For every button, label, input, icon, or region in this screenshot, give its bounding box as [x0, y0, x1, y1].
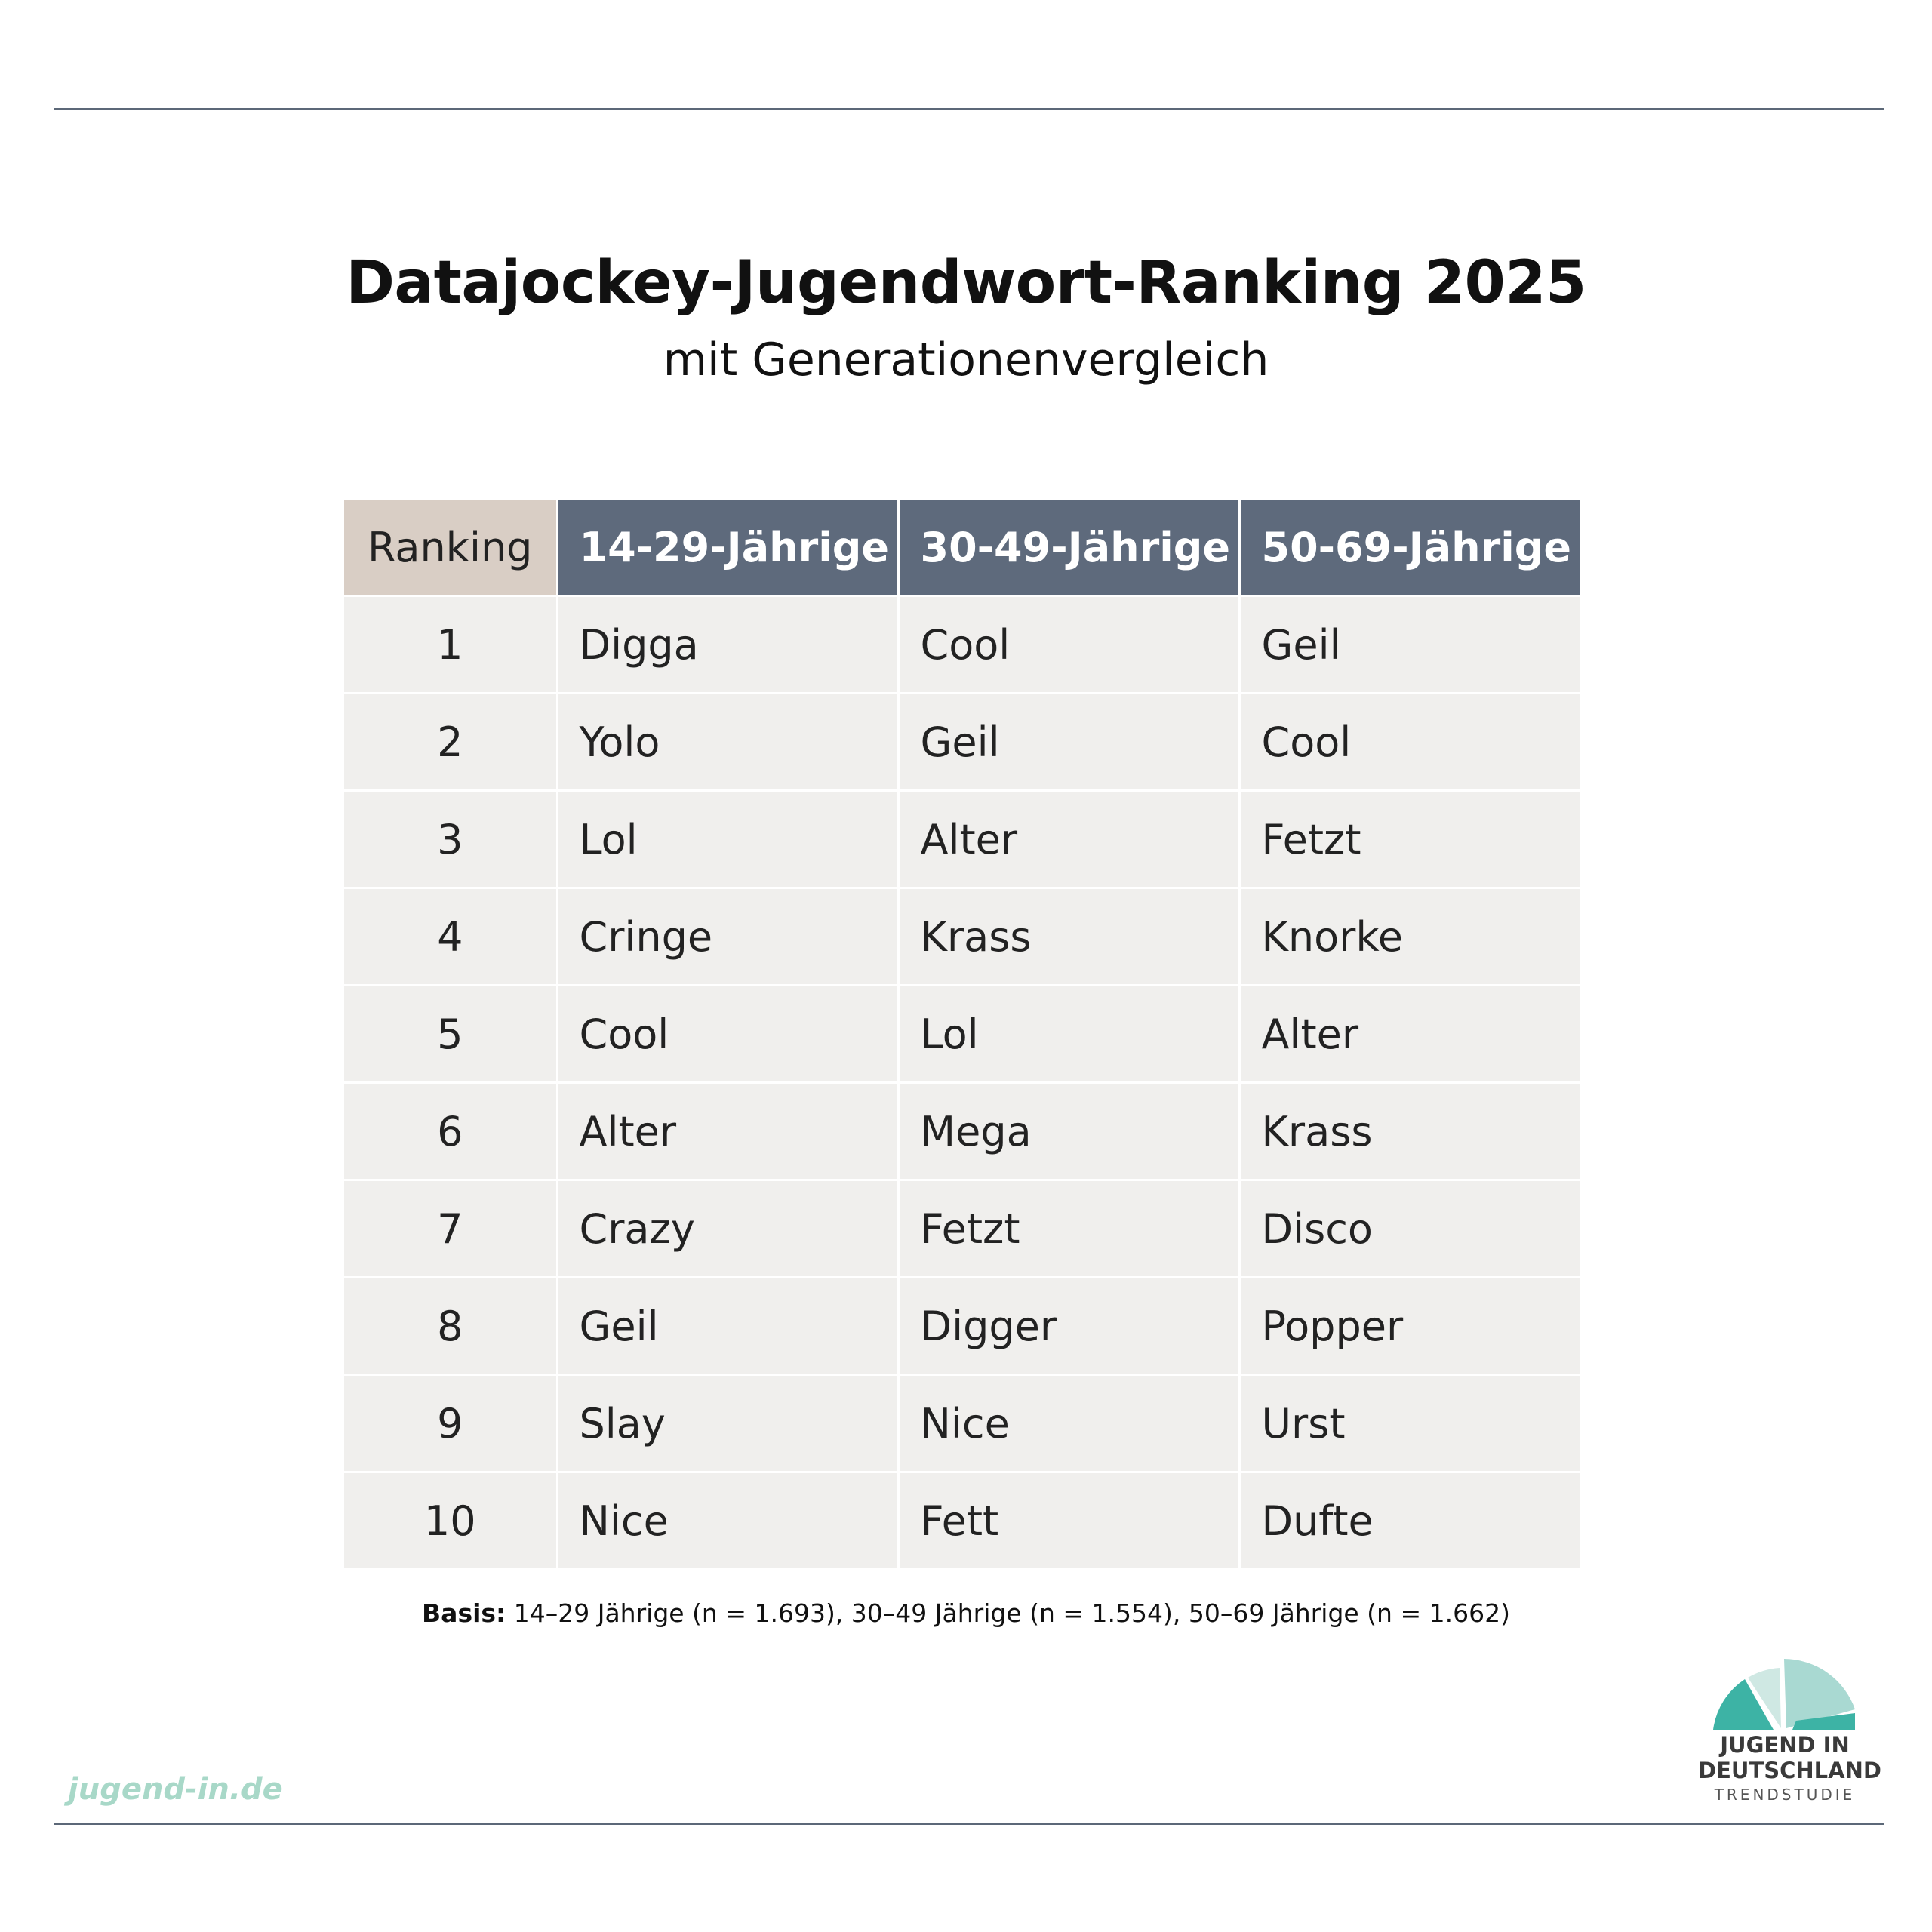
- bottom-rule: [54, 1823, 1884, 1825]
- rank-cell: 9: [344, 1375, 557, 1472]
- column-header-ranking: Ranking: [344, 500, 557, 596]
- word-cell: Cool: [898, 596, 1239, 694]
- logo-fan-icon: [1698, 1645, 1872, 1733]
- page-title: Datajockey-Jugendwort-Ranking 2025: [346, 249, 1586, 317]
- rank-cell: 3: [344, 791, 557, 888]
- word-cell: Nice: [898, 1375, 1239, 1472]
- word-cell: Geil: [898, 694, 1239, 791]
- footnote: [0, 1598, 1932, 1628]
- top-rule: [54, 108, 1884, 110]
- brand-logo: [1698, 1645, 1881, 1811]
- table-row: [344, 1375, 1580, 1472]
- word-cell: Digger: [898, 1278, 1239, 1375]
- word-cell: Alter: [898, 791, 1239, 888]
- word-cell: Lol: [557, 791, 898, 888]
- word-cell: Fetzt: [1239, 791, 1580, 888]
- word-cell: Cool: [1239, 694, 1580, 791]
- rank-cell: 4: [344, 888, 557, 986]
- rank-cell: 6: [344, 1083, 557, 1180]
- word-cell: Geil: [1239, 596, 1580, 694]
- word-cell: Cool: [557, 986, 898, 1083]
- rank-cell: 1: [344, 596, 557, 694]
- footnote-text: 14–29 Jährige (n = 1.693), 30–49 Jährige (n = 1.554), 50–69 Jährige (n = 1.662): [506, 1598, 1510, 1628]
- word-cell: Alter: [557, 1083, 898, 1180]
- word-cell: Crazy: [557, 1180, 898, 1278]
- rank-cell: 8: [344, 1278, 557, 1375]
- column-header-30-49: 30-49-Jährige: [898, 500, 1239, 596]
- word-cell: Knorke: [1239, 888, 1580, 986]
- word-cell: Popper: [1239, 1278, 1580, 1375]
- table-header-row: [344, 500, 1580, 596]
- table-row: [344, 1278, 1580, 1375]
- logo-line-3: TRENDSTUDIE: [1714, 1786, 1856, 1804]
- ranking-table: [344, 500, 1580, 1571]
- table-row: [344, 1083, 1580, 1180]
- website-link[interactable]: jugend-in.de: [68, 1772, 283, 1807]
- word-cell: Fett: [898, 1472, 1239, 1570]
- table-row: [344, 888, 1580, 986]
- column-header-50-69: 50-69-Jährige: [1239, 500, 1580, 596]
- table-row: [344, 694, 1580, 791]
- rank-cell: 7: [344, 1180, 557, 1278]
- table-row: [344, 1472, 1580, 1570]
- rank-cell: 2: [344, 694, 557, 791]
- word-cell: Disco: [1239, 1180, 1580, 1278]
- rank-cell: 10: [344, 1472, 557, 1570]
- word-cell: Yolo: [557, 694, 898, 791]
- footnote-label: Basis:: [422, 1598, 506, 1628]
- word-cell: Alter: [1239, 986, 1580, 1083]
- word-cell: Slay: [557, 1375, 898, 1472]
- word-cell: Dufte: [1239, 1472, 1580, 1570]
- page-subtitle: mit Generationenvergleich: [663, 334, 1269, 386]
- table-row: [344, 596, 1580, 694]
- word-cell: Lol: [898, 986, 1239, 1083]
- word-cell: Urst: [1239, 1375, 1580, 1472]
- word-cell: Krass: [898, 888, 1239, 986]
- word-cell: Geil: [557, 1278, 898, 1375]
- logo-line-1: JUGEND IN: [1720, 1732, 1850, 1758]
- word-cell: Digga: [557, 596, 898, 694]
- word-cell: Mega: [898, 1083, 1239, 1180]
- rank-cell: 5: [344, 986, 557, 1083]
- column-header-14-29: 14-29-Jährige: [557, 500, 898, 596]
- logo-line-2: DEUTSCHLAND: [1698, 1758, 1881, 1783]
- table-row: [344, 1180, 1580, 1278]
- table-row: [344, 986, 1580, 1083]
- word-cell: Cringe: [557, 888, 898, 986]
- word-cell: Krass: [1239, 1083, 1580, 1180]
- word-cell: Fetzt: [898, 1180, 1239, 1278]
- table-row: [344, 791, 1580, 888]
- word-cell: Nice: [557, 1472, 898, 1570]
